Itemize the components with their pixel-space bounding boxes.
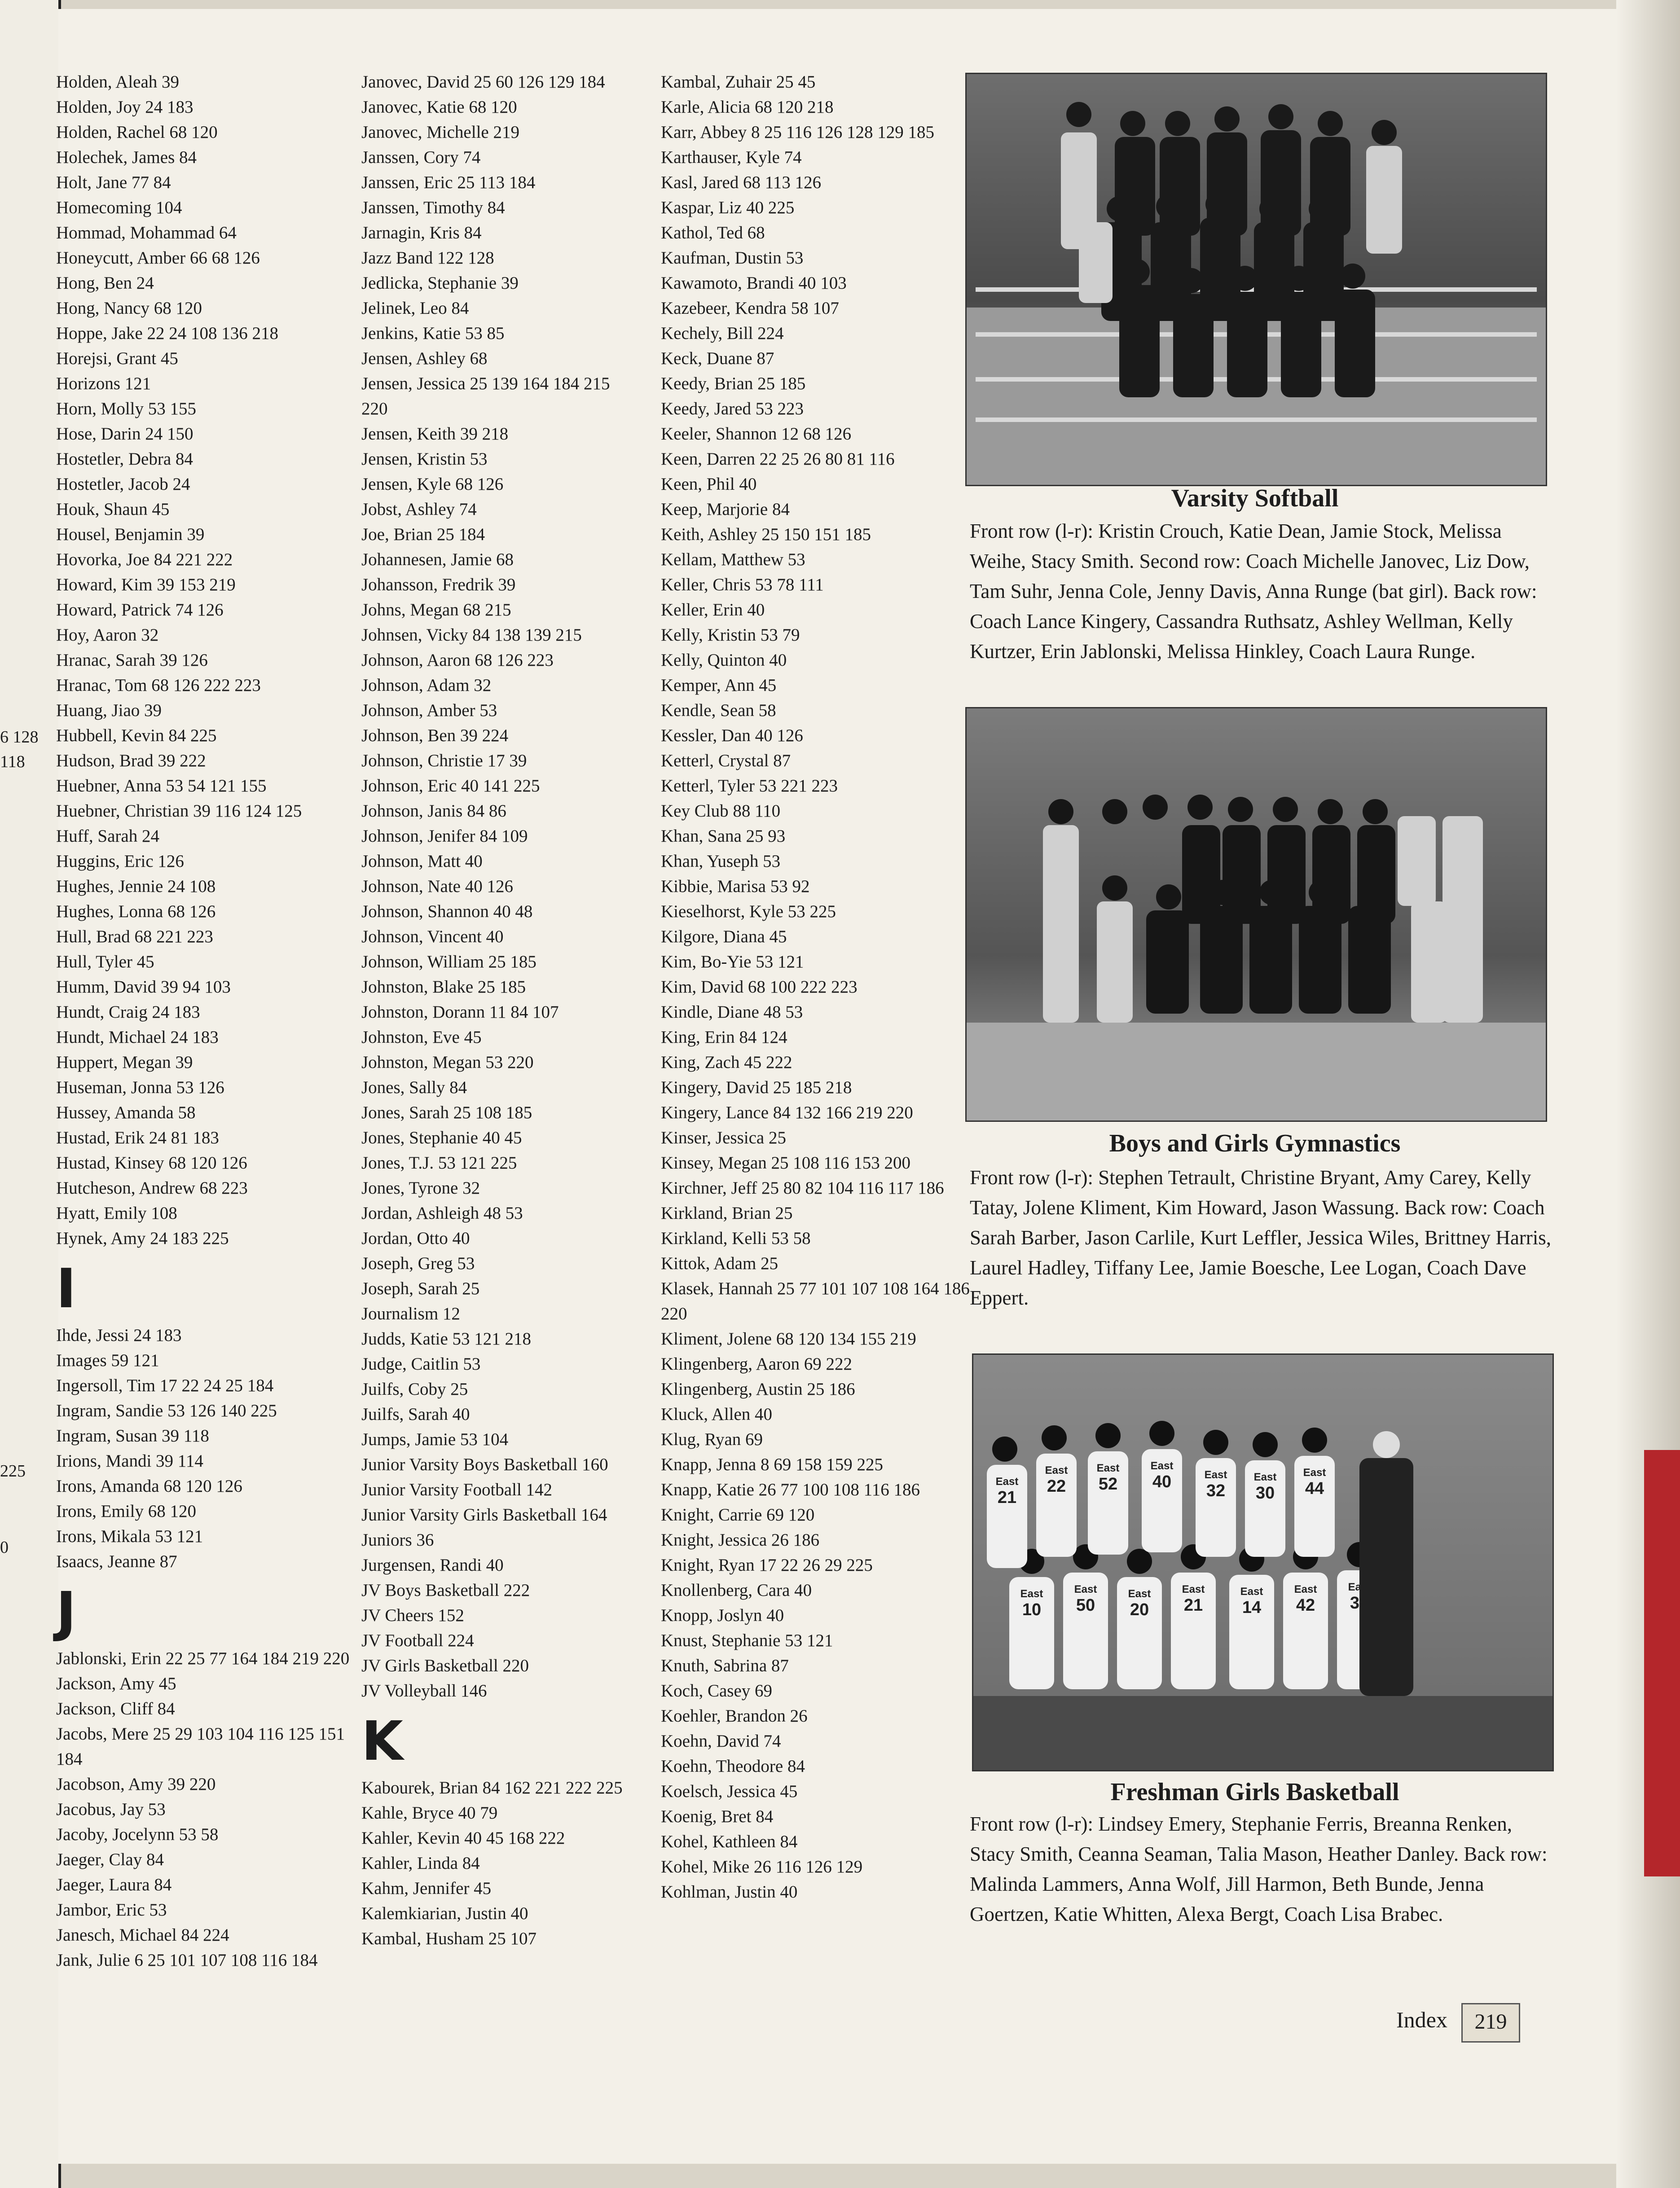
jersey-number: 21 <box>997 1488 1017 1507</box>
index-entry: Ihde, Jessi 24 183 <box>56 1326 182 1345</box>
index-entry: Keller, Chris 53 78 111 <box>661 575 824 594</box>
index-entry: Jurgensen, Randi 40 <box>361 1555 504 1575</box>
index-entry: Johnson, Adam 32 <box>361 676 492 695</box>
index-entry: Kittok, Adam 25 <box>661 1254 778 1273</box>
gutter-number: 225 <box>0 1462 26 1481</box>
jersey-text: East <box>1253 1471 1277 1483</box>
index-entry: Kazebeer, Kendra 58 107 <box>661 299 839 318</box>
index-entry: Holden, Joy 24 183 <box>56 97 194 117</box>
index-entry: Kilgore, Diana 45 <box>661 927 787 946</box>
index-entry: Humm, David 39 94 103 <box>56 977 231 997</box>
index-entry: Kelly, Kristin 53 79 <box>661 625 800 645</box>
page-number: 219 <box>1474 2010 1507 2034</box>
index-entry: Johansson, Fredrik 39 <box>361 575 516 594</box>
index-entry: Huseman, Jonna 53 126 <box>56 1078 224 1097</box>
index-entry: Homecoming 104 <box>56 198 182 217</box>
index-entry: Horizons 121 <box>56 374 151 393</box>
index-entry: Knight, Carrie 69 120 <box>661 1505 815 1525</box>
index-entry: Karle, Alicia 68 120 218 <box>661 97 834 117</box>
index-letter-heading: J <box>56 1581 76 1643</box>
jersey-number: 52 <box>1098 1475 1118 1494</box>
index-entry: Klasek, Hannah 25 77 101 107 108 164 186 220 <box>661 1279 970 1323</box>
index-entry: Jensen, Jessica 25 139 164 184 215 220 <box>361 374 610 418</box>
index-entry: Koehn, David 74 <box>661 1731 781 1751</box>
index-entry: Kaufman, Dustin 53 <box>661 248 804 268</box>
index-entry: JV Girls Basketball 220 <box>361 1656 529 1675</box>
index-entry: Ingram, Sandie 53 126 140 225 <box>56 1401 277 1420</box>
index-entry: Judge, Caitlin 53 <box>361 1354 481 1374</box>
freshman-girls-basketball-photo <box>972 1353 1554 1771</box>
index-entry: Hostetler, Jacob 24 <box>56 475 190 494</box>
jersey-text: East <box>1074 1583 1097 1595</box>
jersey-number: 10 <box>1022 1600 1042 1619</box>
index-entry: Kliment, Jolene 68 120 134 155 219 <box>661 1329 916 1349</box>
index-entry: Khan, Sana 25 93 <box>661 826 786 846</box>
index-entry: Hommad, Mohammad 64 <box>56 223 237 242</box>
index-entry: Johnson, Amber 53 <box>361 701 497 720</box>
index-entry: Hoppe, Jake 22 24 108 136 218 <box>56 324 279 343</box>
index-entry: Jobst, Ashley 74 <box>361 500 477 519</box>
index-entry: Kim, David 68 100 222 223 <box>661 977 858 997</box>
index-entry: Koenig, Bret 84 <box>661 1807 774 1826</box>
index-entry: Hull, Brad 68 221 223 <box>56 927 213 946</box>
index-entry: Irions, Mandi 39 114 <box>56 1451 203 1471</box>
index-entry: Howard, Patrick 74 126 <box>56 600 224 619</box>
index-column-3 <box>661 70 971 1905</box>
gutter-number: 118 <box>0 752 25 771</box>
index-entry: Huebner, Christian 39 116 124 125 <box>56 801 302 821</box>
index-entry: Johnston, Dorann 11 84 107 <box>361 1002 559 1022</box>
index-entry: Johnsen, Vicky 84 138 139 215 <box>361 625 582 645</box>
index-entry: Kirchner, Jeff 25 80 82 104 116 117 186 <box>661 1178 944 1198</box>
jersey-text: East <box>1303 1467 1326 1479</box>
index-entry: Holden, Rachel 68 120 <box>56 123 218 142</box>
index-entry: Keeler, Shannon 12 68 126 <box>661 424 852 444</box>
index-entry: JV Cheers 152 <box>361 1606 464 1625</box>
index-entry: Johnson, Shannon 40 48 <box>361 902 533 921</box>
index-entry: Ketterl, Tyler 53 221 223 <box>661 776 838 795</box>
index-entry: Keedy, Brian 25 185 <box>661 374 806 393</box>
index-entry: Jackson, Cliff 84 <box>56 1699 175 1718</box>
index-entry: Huff, Sarah 24 <box>56 826 159 846</box>
index-entry: JV Volleyball 146 <box>361 1681 487 1700</box>
index-entry: Kechely, Bill 224 <box>661 324 784 343</box>
index-entry: Klingenberg, Aaron 69 222 <box>661 1354 853 1374</box>
index-entry: Isaacs, Jeanne 87 <box>56 1552 177 1571</box>
index-entry: Hyatt, Emily 108 <box>56 1204 177 1223</box>
index-entry: Klingenberg, Austin 25 186 <box>661 1380 855 1399</box>
index-entry: Journalism 12 <box>361 1304 460 1323</box>
index-entry: Hoy, Aaron 32 <box>56 625 159 645</box>
jersey-text: East <box>1128 1588 1151 1600</box>
index-entry: Howard, Kim 39 153 219 <box>56 575 236 594</box>
index-entry: Hubbell, Kevin 84 225 <box>56 726 217 745</box>
photo-caption: Front row (l-r): Kristin Crouch, Katie Dean, Jamie Stock, Melissa Weihe, Stacy Smith. Second row: Coach Michelle Janovec, Liz Dow, Tam Suhr, Jenna Cole, Jenny Davis, Anna Runge (bat girl). Back row: Coach Lance Kingery, Cassandra Ruthsatz, Ashley Wellman, Kelly Kurtzer, Erin Jablonski, Melissa Hinkley, Coach Laura Runge. <box>970 520 1537 663</box>
index-entry: Kabourek, Brian 84 162 221 222 225 <box>361 1778 623 1797</box>
index-entry: Hundt, Michael 24 183 <box>56 1028 219 1047</box>
index-entry: Kahle, Bryce 40 79 <box>361 1803 498 1823</box>
index-entry: Johnson, Nate 40 126 <box>361 877 513 896</box>
index-entry: Koelsch, Jessica 45 <box>661 1782 798 1801</box>
index-entry: Johnston, Eve 45 <box>361 1028 482 1047</box>
index-entry: Huggins, Eric 126 <box>56 852 184 871</box>
index-entry: Hughes, Jennie 24 108 <box>56 877 216 896</box>
jersey-number: 34 <box>1350 1594 1369 1612</box>
index-entry: Hughes, Lonna 68 126 <box>56 902 216 921</box>
index-entry: Janssen, Timothy 84 <box>361 198 505 217</box>
jersey-number: 42 <box>1296 1596 1315 1615</box>
index-entry: Jensen, Ashley 68 <box>361 349 488 368</box>
index-entry: Kambal, Husham 25 107 <box>361 1929 537 1948</box>
index-entry: Janssen, Eric 25 113 184 <box>361 173 536 192</box>
book-icon <box>1461 2003 1520 2043</box>
index-entry: Jazz Band 122 128 <box>361 248 494 268</box>
jersey-number: 50 <box>1076 1596 1095 1615</box>
index-entry: Jacobson, Amy 39 220 <box>56 1775 216 1794</box>
index-column-1 <box>56 70 361 1973</box>
index-entry: Kahler, Kevin 40 45 168 222 <box>361 1828 565 1848</box>
index-entry: Janssen, Cory 74 <box>361 148 481 167</box>
jersey-text: East <box>1045 1464 1068 1476</box>
index-letter-heading: I <box>56 1258 76 1320</box>
index-entry: Keen, Phil 40 <box>661 475 757 494</box>
jersey-text: East <box>1240 1586 1263 1598</box>
photo-title: Varsity Softball <box>1171 484 1339 512</box>
index-entry: Junior Varsity Girls Basketball 164 <box>361 1505 607 1525</box>
index-entry: Jaeger, Clay 84 <box>56 1850 164 1869</box>
jersey-number: 21 <box>1183 1596 1203 1615</box>
index-entry: Janesch, Michael 84 224 <box>56 1925 229 1945</box>
index-entry: Janovec, David 25 60 126 129 184 <box>361 72 605 92</box>
index-entry: Hovorka, Joe 84 221 222 <box>56 550 233 569</box>
jersey-text: East <box>1020 1588 1043 1600</box>
index-entry: Koehn, Theodore 84 <box>661 1757 805 1776</box>
index-entry: Hustad, Kinsey 68 120 126 <box>56 1153 247 1173</box>
index-entry: Jones, Sally 84 <box>361 1078 467 1097</box>
index-entry: Johnson, Christie 17 39 <box>361 751 527 770</box>
index-letter-heading: K <box>361 1710 403 1773</box>
index-entry: Hynek, Amy 24 183 225 <box>56 1229 229 1248</box>
index-entry: Jumps, Jamie 53 104 <box>361 1430 509 1449</box>
index-entry: Kirkland, Kelli 53 58 <box>661 1229 811 1248</box>
index-entry: Johnson, Vincent 40 <box>361 927 504 946</box>
gymnastics-photo <box>965 707 1547 1122</box>
index-entry: Jones, Sarah 25 108 185 <box>361 1103 532 1122</box>
index-entry: Kindle, Diane 48 53 <box>661 1002 803 1022</box>
index-entry: Kessler, Dan 40 126 <box>661 726 803 745</box>
index-entry: Knuth, Sabrina 87 <box>661 1656 789 1675</box>
index-entry: Kohel, Mike 26 116 126 129 <box>661 1857 863 1876</box>
index-entry: Koch, Casey 69 <box>661 1681 773 1700</box>
index-entry: Kluck, Allen 40 <box>661 1405 773 1424</box>
index-entry: Knight, Jessica 26 186 <box>661 1530 820 1550</box>
index-entry: Hostetler, Debra 84 <box>56 449 193 469</box>
index-entry: Knapp, Jenna 8 69 158 159 225 <box>661 1455 884 1474</box>
index-entry: Kendle, Sean 58 <box>661 701 776 720</box>
index-entry: Keen, Darren 22 25 26 80 81 116 <box>661 449 895 469</box>
index-entry: Kaspar, Liz 40 225 <box>661 198 795 217</box>
index-entry: Kambal, Zuhair 25 45 <box>661 72 816 92</box>
index-entry: Irons, Mikala 53 121 <box>56 1527 203 1546</box>
jersey-number: 14 <box>1242 1598 1262 1617</box>
index-entry: Kasl, Jared 68 113 126 <box>661 173 822 192</box>
footer-section-label: Index <box>1396 2007 1447 2032</box>
index-entry: Huang, Jiao 39 <box>56 701 162 720</box>
index-entry: Joe, Brian 25 184 <box>361 525 485 544</box>
index-entry: Karthauser, Kyle 74 <box>661 148 802 167</box>
gutter-number: 6 128 <box>0 728 39 747</box>
index-entry: Jarnagin, Kris 84 <box>361 223 482 242</box>
index-entry: Johnson, Ben 39 224 <box>361 726 509 745</box>
index-entry: Keller, Erin 40 <box>661 600 765 619</box>
index-entry: Knust, Stephanie 53 121 <box>661 1631 833 1650</box>
index-entry: Hong, Ben 24 <box>56 273 154 293</box>
index-entry: Johnston, Blake 25 185 <box>361 977 526 997</box>
varsity-softball-photo <box>965 73 1547 486</box>
index-entry: Hustad, Erik 24 81 183 <box>56 1128 219 1147</box>
index-entry: Hull, Tyler 45 <box>56 952 154 971</box>
jersey-text: East <box>1150 1460 1174 1472</box>
index-entry: Jambor, Eric 53 <box>56 1900 167 1920</box>
index-entry: Honeycutt, Amber 66 68 126 <box>56 248 260 268</box>
index-entry: Johnson, William 25 185 <box>361 952 537 971</box>
index-entry: Hutcheson, Andrew 68 223 <box>56 1178 248 1198</box>
index-entry: Johns, Megan 68 215 <box>361 600 511 619</box>
index-entry: Horn, Molly 53 155 <box>56 399 196 418</box>
index-entry: Jordan, Ashleigh 48 53 <box>361 1204 523 1223</box>
index-entry: Ingram, Susan 39 118 <box>56 1426 209 1445</box>
index-entry: Jensen, Keith 39 218 <box>361 424 509 444</box>
index-entry: Kathol, Ted 68 <box>661 223 765 242</box>
jersey-text: East <box>1182 1583 1205 1595</box>
index-entry: Kirkland, Brian 25 <box>661 1204 793 1223</box>
index-entry: Hudson, Brad 39 222 <box>56 751 206 770</box>
index-entry: Huppert, Megan 39 <box>56 1053 193 1072</box>
index-entry: Juniors 36 <box>361 1530 434 1550</box>
index-entry: Holechek, James 84 <box>56 148 197 167</box>
index-entry: Jedlicka, Stephanie 39 <box>361 273 519 293</box>
index-entry: Johnson, Aaron 68 126 223 <box>361 650 554 670</box>
index-entry: Ketterl, Crystal 87 <box>661 751 791 770</box>
index-entry: Keedy, Jared 53 223 <box>661 399 804 418</box>
index-entry: Jensen, Kristin 53 <box>361 449 488 469</box>
index-entry: Knollenberg, Cara 40 <box>661 1581 812 1600</box>
index-entry: Irons, Emily 68 120 <box>56 1502 196 1521</box>
index-entry: Johnston, Megan 53 220 <box>361 1053 534 1072</box>
index-entry: Hussey, Amanda 58 <box>56 1103 196 1122</box>
index-entry: JV Football 224 <box>361 1631 474 1650</box>
index-entry: Jackson, Amy 45 <box>56 1674 176 1693</box>
index-entry: King, Zach 45 222 <box>661 1053 792 1072</box>
index-entry: Hong, Nancy 68 120 <box>56 299 202 318</box>
index-entry: Kawamoto, Brandi 40 103 <box>661 273 847 293</box>
jersey-number: 20 <box>1130 1600 1149 1619</box>
index-entry: Jank, Julie 6 25 101 107 108 116 184 <box>56 1951 318 1970</box>
index-entry: Hose, Darin 24 150 <box>56 424 194 444</box>
jersey-text: East <box>1096 1462 1120 1474</box>
index-entry: Hundt, Craig 24 183 <box>56 1002 200 1022</box>
index-entry: Jordan, Otto 40 <box>361 1229 470 1248</box>
index-entry: Horejsi, Grant 45 <box>56 349 178 368</box>
index-entry: Knopp, Joslyn 40 <box>661 1606 784 1625</box>
jersey-text: East <box>1204 1469 1227 1481</box>
index-entry: Joseph, Greg 53 <box>361 1254 475 1273</box>
jersey-number: 22 <box>1047 1477 1066 1496</box>
index-entry: Jacobus, Jay 53 <box>56 1800 166 1819</box>
index-entry: JV Boys Basketball 222 <box>361 1581 530 1600</box>
index-entry: Janovec, Katie 68 120 <box>361 97 517 117</box>
jersey-text: East <box>995 1476 1019 1488</box>
index-entry: Houk, Shaun 45 <box>56 500 170 519</box>
index-entry: Jablonski, Erin 22 25 77 164 184 219 220 <box>56 1649 350 1668</box>
index-entry: Jaeger, Laura 84 <box>56 1875 172 1894</box>
index-entry: Kingery, Lance 84 132 166 219 220 <box>661 1103 913 1122</box>
index-entry: Kinser, Jessica 25 <box>661 1128 786 1147</box>
index-entry: Juilfs, Sarah 40 <box>361 1405 470 1424</box>
index-entry: Irons, Amanda 68 120 126 <box>56 1476 242 1496</box>
index-entry: Jones, T.J. 53 121 225 <box>361 1153 517 1173</box>
photo-title: Boys and Girls Gymnastics <box>1109 1129 1401 1157</box>
index-entry: Keep, Marjorie 84 <box>661 500 790 519</box>
index-entry: Hranac, Sarah 39 126 <box>56 650 208 670</box>
index-entry: Kalemkiarian, Justin 40 <box>361 1904 528 1923</box>
index-entry: Knapp, Katie 26 77 100 108 116 186 <box>661 1480 920 1499</box>
index-entry: Johnson, Eric 40 141 225 <box>361 776 540 795</box>
index-entry: Johannesen, Jamie 68 <box>361 550 514 569</box>
index-entry: Kibbie, Marisa 53 92 <box>661 877 810 896</box>
index-entry: Kieselhorst, Kyle 53 225 <box>661 902 836 921</box>
index-entry: Janovec, Michelle 219 <box>361 123 519 142</box>
index-entry: Key Club 88 110 <box>661 801 781 821</box>
index-entry: Kinsey, Megan 25 108 116 153 200 <box>661 1153 911 1173</box>
index-entry: Jensen, Kyle 68 126 <box>361 475 504 494</box>
index-entry: Jacoby, Jocelynn 53 58 <box>56 1825 219 1844</box>
index-entry: Holt, Jane 77 84 <box>56 173 171 192</box>
jersey-number: 32 <box>1206 1481 1226 1500</box>
index-entry: Joseph, Sarah 25 <box>361 1279 480 1298</box>
index-entry: Holden, Aleah 39 <box>56 72 180 92</box>
index-entry: Johnson, Matt 40 <box>361 852 483 871</box>
jersey-number: 44 <box>1305 1479 1324 1498</box>
index-entry: Kim, Bo-Yie 53 121 <box>661 952 804 971</box>
index-entry: Jelinek, Leo 84 <box>361 299 469 318</box>
index-entry: Koehler, Brandon 26 <box>661 1706 808 1726</box>
photo-caption: Front row (l-r): Stephen Tetrault, Christine Bryant, Amy Carey, Kelly Tatay, Jolene Kliment, Kim Howard, Jason Wassung. Back row: Coach Sarah Barber, Jason Carlile, Kurt Leffler, Jessica Wiles, Brittney Harris, Laurel Hadley, Tiffany Lee, Jamie Boesche, Lee Logan, Coach Dave Eppert. <box>970 1166 1552 1309</box>
index-entry: Karr, Abbey 8 25 116 126 128 129 185 <box>661 123 935 142</box>
index-entry: Johnson, Janis 84 86 <box>361 801 506 821</box>
index-entry: King, Erin 84 124 <box>661 1028 787 1047</box>
index-entry: Kellam, Matthew 53 <box>661 550 805 569</box>
jersey-text: East <box>1294 1583 1317 1595</box>
section-tab-strip <box>1644 1450 1680 1876</box>
index-entry: Housel, Benjamin 39 <box>56 525 205 544</box>
index-entry: Images 59 121 <box>56 1351 159 1370</box>
index-entry: Keith, Ashley 25 150 151 185 <box>661 525 871 544</box>
index-entry: Ingersoll, Tim 17 22 24 25 184 <box>56 1376 274 1395</box>
index-entry: Jacobs, Mere 25 29 103 104 116 125 151 184 <box>56 1724 345 1769</box>
facing-page-gutter <box>0 0 61 2188</box>
index-entry: Keck, Duane 87 <box>661 349 774 368</box>
index-entry: Jones, Stephanie 40 45 <box>361 1128 522 1147</box>
index-entry: Kemper, Ann 45 <box>661 676 777 695</box>
index-entry: Khan, Yuseph 53 <box>661 852 781 871</box>
index-entry: Huebner, Anna 53 54 121 155 <box>56 776 267 795</box>
index-entry: Knight, Ryan 17 22 26 29 225 <box>661 1555 873 1575</box>
jersey-number: 30 <box>1255 1484 1275 1503</box>
index-entry: Junior Varsity Football 142 <box>361 1480 553 1499</box>
jersey-text: East <box>1348 1581 1371 1593</box>
index-entry: Jones, Tyrone 32 <box>361 1178 480 1198</box>
index-entry: Kahm, Jennifer 45 <box>361 1879 492 1898</box>
index-entry: Jenkins, Katie 53 85 <box>361 324 505 343</box>
index-entry: Klug, Ryan 69 <box>661 1430 763 1449</box>
photo-title: Freshman Girls Basketball <box>1110 1778 1399 1806</box>
index-entry: Hranac, Tom 68 126 222 223 <box>56 676 261 695</box>
index-entry: Kohel, Kathleen 84 <box>661 1832 798 1851</box>
index-entry: Kahler, Linda 84 <box>361 1854 480 1873</box>
index-entry: Judds, Katie 53 121 218 <box>361 1329 532 1349</box>
index-entry: Juilfs, Coby 25 <box>361 1380 468 1399</box>
photo-caption: Front row (l-r): Lindsey Emery, Stephanie Ferris, Breanna Renken, Stacy Smith, Ceanna Seaman, Talia Mason, Heather Danley. Back row: Malinda Lammers, Anna Wolf, Jill Harmon, Beth Bunde, Jenna Goertzen, Katie Whitten, Alexa Bergt, Coach Lisa Brabec. <box>970 1813 1548 1925</box>
jersey-number: 40 <box>1152 1472 1172 1491</box>
index-entry: Kohlman, Justin 40 <box>661 1882 798 1902</box>
index-column-2 <box>361 70 640 1951</box>
index-entry: Kelly, Quinton 40 <box>661 650 787 670</box>
index-entry: Kingery, David 25 185 218 <box>661 1078 852 1097</box>
index-entry: Johnson, Jenifer 84 109 <box>361 826 528 846</box>
gutter-number: 0 <box>0 1538 9 1557</box>
index-entry: Junior Varsity Boys Basketball 160 <box>361 1455 608 1474</box>
